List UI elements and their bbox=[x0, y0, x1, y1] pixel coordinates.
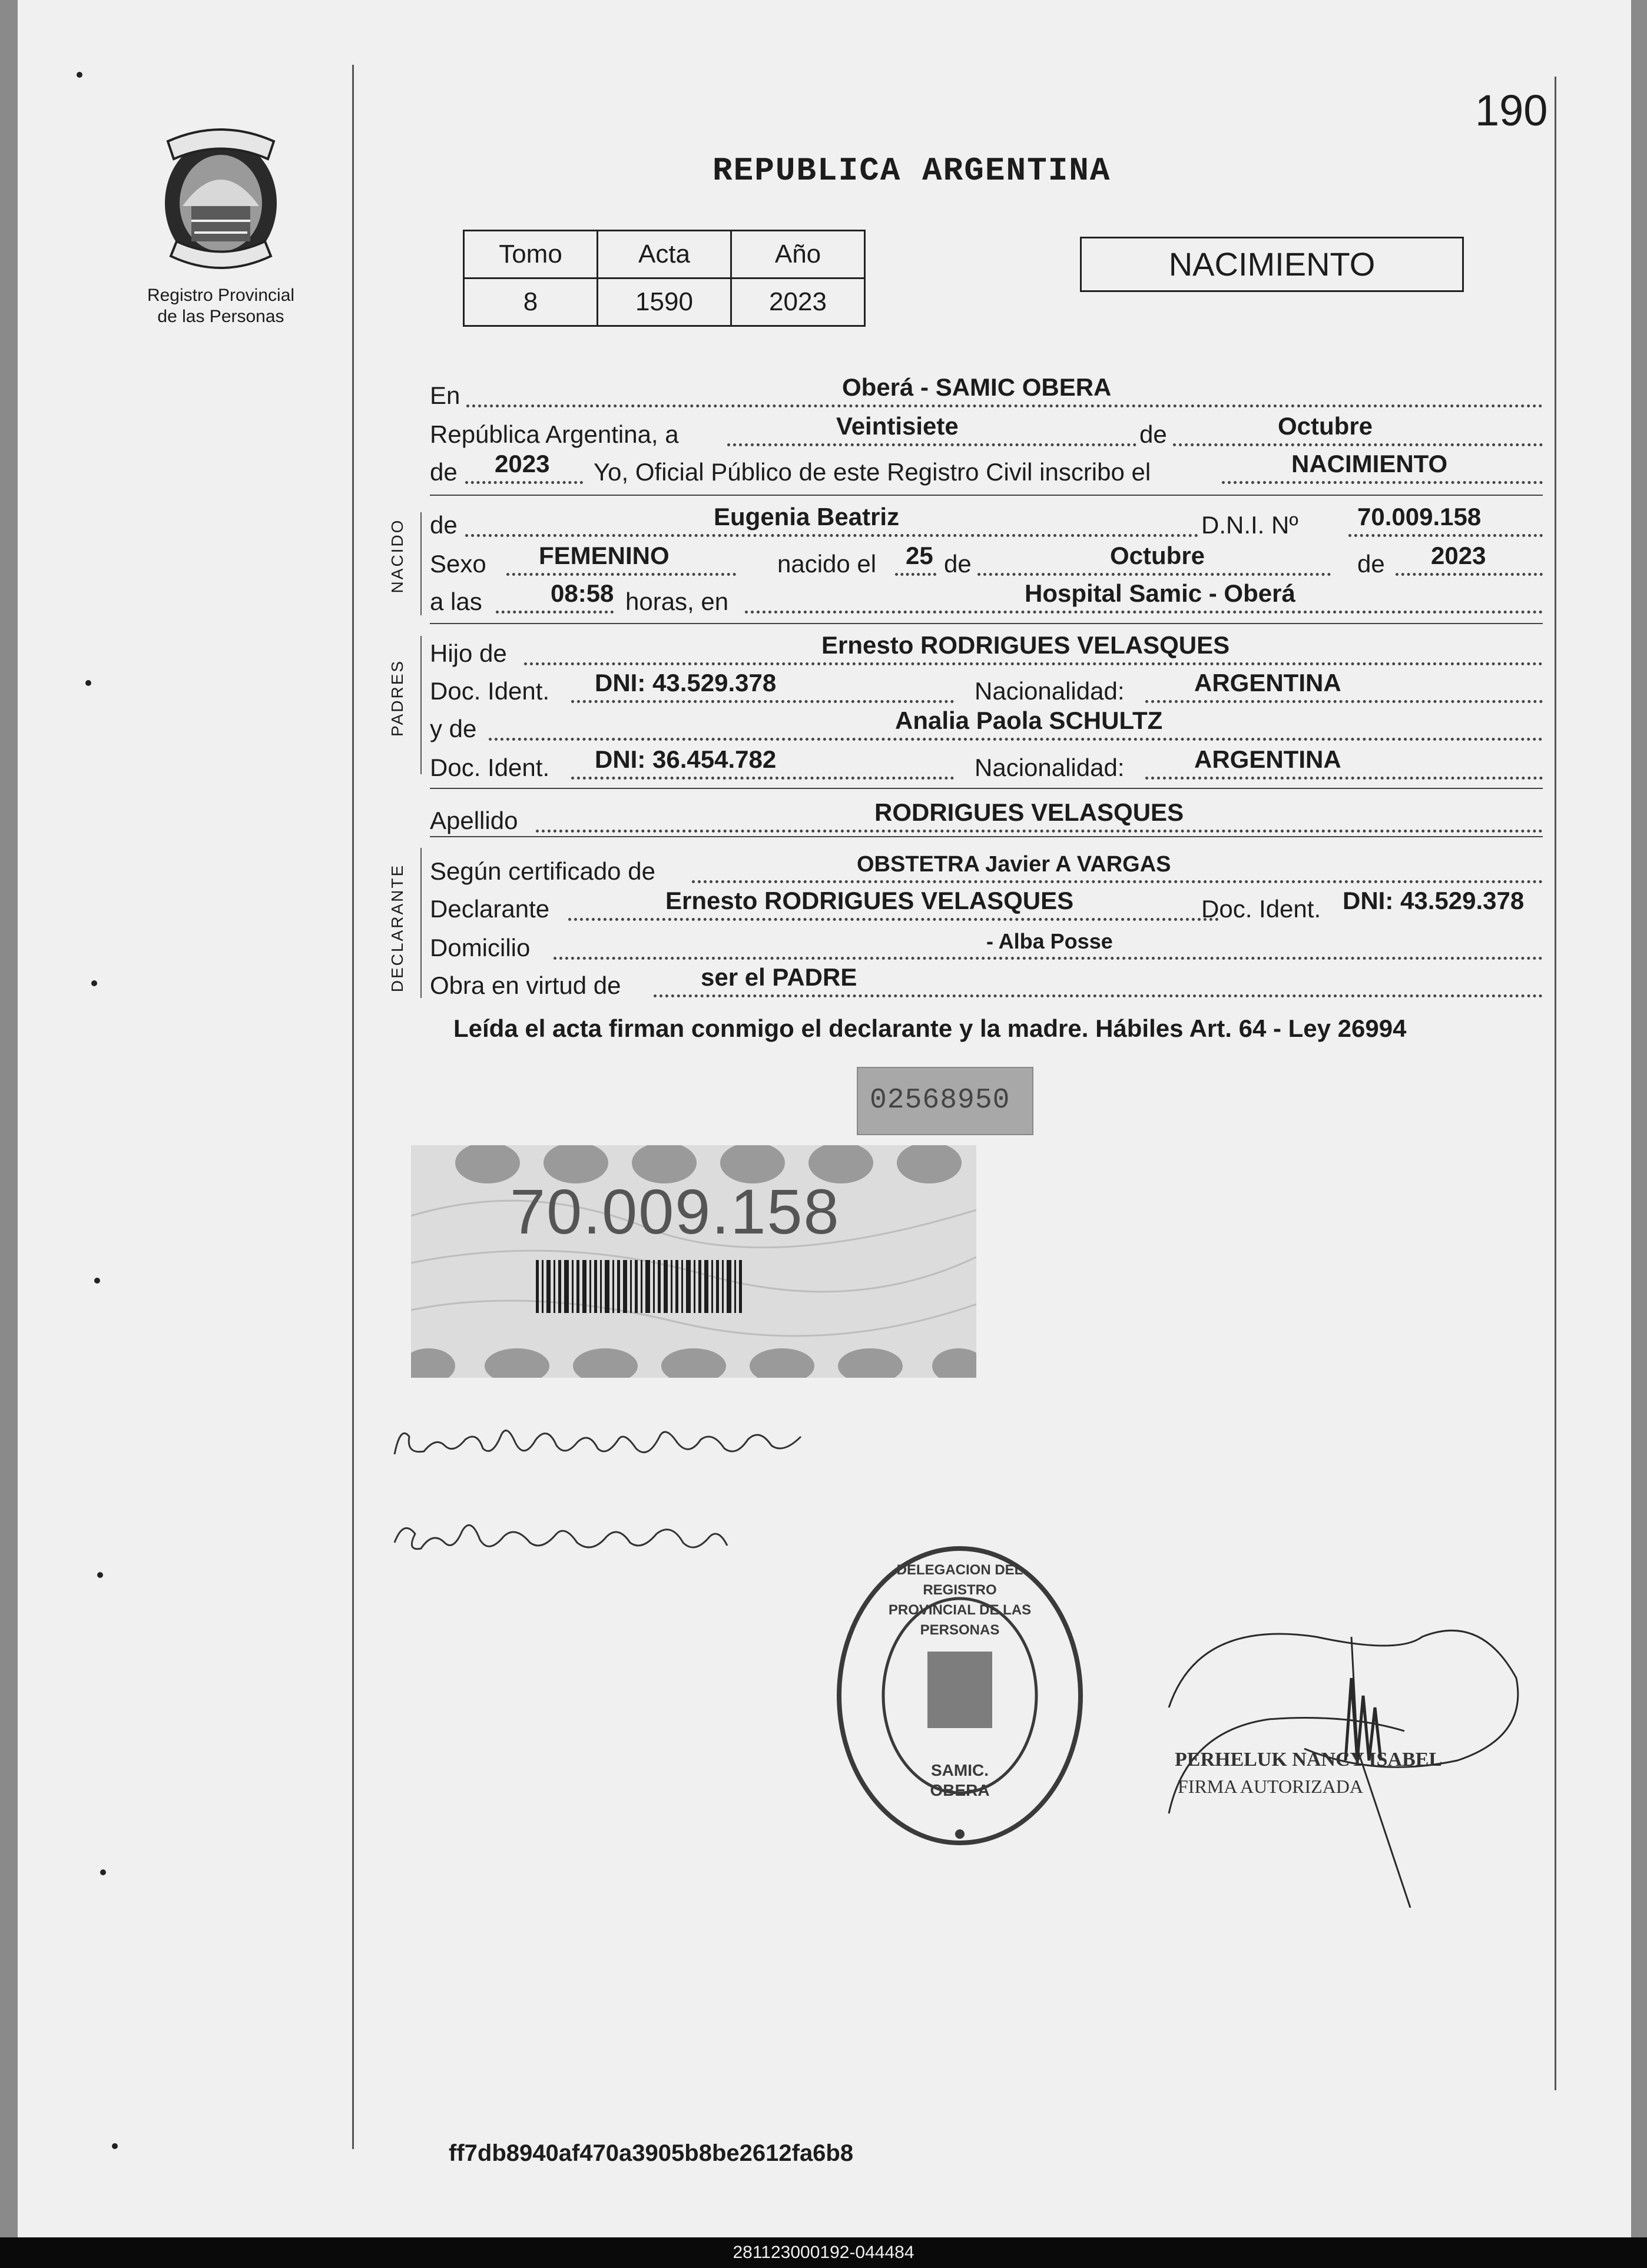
value-anio: 2023 bbox=[495, 450, 550, 478]
dotted-line bbox=[489, 738, 1543, 741]
section-divider bbox=[430, 495, 1543, 496]
value-nac-dia: 25 bbox=[906, 542, 933, 569]
punch-hole bbox=[97, 1572, 103, 1578]
label-apellido: Apellido bbox=[430, 807, 518, 834]
registry-caption-line1: Registro Provincial bbox=[147, 286, 295, 305]
section-bracket bbox=[420, 512, 422, 615]
table-row bbox=[464, 278, 865, 326]
label-republica: República Argentina, a bbox=[430, 420, 679, 448]
value-lugar-nacimiento: Hospital Samic - Oberá bbox=[1025, 579, 1295, 607]
table-cell: 1590 bbox=[598, 278, 731, 326]
value-sexo: FEMENINO bbox=[539, 542, 670, 569]
punch-hole bbox=[85, 680, 91, 686]
dotted-line bbox=[466, 404, 1543, 407]
label-de: de bbox=[1139, 420, 1167, 448]
label-certificado: Según certificado de bbox=[430, 857, 655, 885]
document-hash: ff7db8940af470a3905b8be2612fa6b8 bbox=[449, 2140, 854, 2166]
value-tipo: NACIMIENTO bbox=[1291, 450, 1448, 478]
label-de: de bbox=[430, 511, 458, 539]
left-margin-line bbox=[352, 65, 354, 2149]
section-bracket bbox=[420, 848, 422, 998]
punch-hole bbox=[91, 980, 97, 986]
dotted-line bbox=[465, 481, 583, 484]
row-en bbox=[430, 373, 1543, 412]
dotted-line bbox=[524, 662, 1543, 665]
delegation-stamp bbox=[824, 1537, 1095, 1855]
stamp-center-text: SAMIC. OBERA bbox=[930, 1761, 990, 1799]
label-de: de bbox=[944, 550, 972, 578]
dotted-line bbox=[1173, 443, 1543, 446]
dotted-line bbox=[568, 918, 1219, 921]
punch-hole bbox=[77, 72, 82, 78]
row-certificado bbox=[430, 853, 1543, 888]
official-title: FIRMA AUTORIZADA bbox=[1178, 1776, 1363, 1797]
row-nombre bbox=[430, 503, 1543, 542]
dotted-line bbox=[654, 994, 1543, 997]
page-title: REPUBLICA ARGENTINA bbox=[713, 152, 1111, 190]
dotted-line bbox=[1396, 573, 1543, 576]
section-divider bbox=[430, 623, 1543, 624]
value-nombre: Eugenia Beatriz bbox=[714, 503, 900, 530]
serial-sticker bbox=[857, 1067, 1033, 1135]
value-padre: Ernesto RODRIGUES VELASQUES bbox=[821, 631, 1230, 659]
madre-signature bbox=[389, 1507, 801, 1572]
value-madre: Analia Paola SCHULTZ bbox=[895, 707, 1163, 734]
registry-caption bbox=[130, 285, 312, 327]
value-madre-doc: DNI: 36.454.782 bbox=[595, 745, 777, 773]
label-y-de: y de bbox=[430, 715, 477, 742]
section-label-declarante: DECLARANTE bbox=[388, 863, 406, 993]
table-cell: 2023 bbox=[731, 278, 865, 326]
stamp-ring-text: DELEGACION DEL REGISTRO PROVINCIAL DE LAS PERSONAS bbox=[888, 1562, 1032, 1638]
right-margin-line bbox=[1555, 77, 1556, 2090]
dotted-line bbox=[727, 443, 1136, 446]
value-apellido: RODRIGUES VELASQUES bbox=[874, 798, 1184, 826]
table-header-row bbox=[464, 231, 865, 278]
punch-hole bbox=[112, 2143, 118, 2149]
page-number: 190 bbox=[1475, 86, 1548, 135]
label-hijo-de: Hijo de bbox=[430, 639, 507, 667]
value-madre-nacionalidad: ARGENTINA bbox=[1194, 745, 1341, 773]
dni-sticker bbox=[411, 1145, 976, 1378]
section-label-nacido: NACIDO bbox=[388, 518, 406, 593]
dotted-line bbox=[745, 611, 1543, 614]
value-declarante-doc: DNI: 43.529.378 bbox=[1343, 887, 1525, 914]
dotted-line bbox=[554, 957, 1543, 960]
value-obra: ser el PADRE bbox=[701, 963, 857, 991]
legal-text: Leída el acta firman conmigo el declarante y la madre. Hábiles Art. 64 - Ley 26994 bbox=[453, 1014, 1407, 1042]
value-hora: 08:58 bbox=[551, 579, 614, 607]
row-hijo-de bbox=[430, 631, 1543, 670]
sticker-dni-number: 70.009.158 bbox=[510, 1176, 840, 1247]
value-certificado: OBSTETRA Javier A VARGAS bbox=[857, 852, 1171, 877]
label-dni: D.N.I. Nº bbox=[1201, 511, 1298, 539]
registry-caption-line2: de las Personas bbox=[157, 307, 284, 326]
label-declarante: Declarante bbox=[430, 895, 550, 923]
tomo-acta-table bbox=[463, 230, 866, 327]
dotted-line bbox=[506, 573, 736, 576]
document-sheet bbox=[18, 0, 1631, 2237]
value-dia: Veintisiete bbox=[836, 412, 959, 440]
value-padre-nacionalidad: ARGENTINA bbox=[1194, 669, 1341, 697]
row-y-de bbox=[430, 707, 1543, 745]
section-divider bbox=[430, 836, 1543, 837]
dotted-line bbox=[1348, 534, 1543, 537]
label-de: de bbox=[430, 458, 458, 486]
label-doc-ident: Doc. Ident. bbox=[1201, 895, 1321, 923]
row-fecha-inscripcion bbox=[430, 412, 1543, 451]
row-obra bbox=[430, 963, 1543, 1002]
label-doc-ident: Doc. Ident. bbox=[430, 677, 550, 705]
punch-hole bbox=[94, 1278, 100, 1284]
table-cell: 8 bbox=[464, 278, 598, 326]
value-nac-anio: 2023 bbox=[1431, 542, 1486, 569]
label-horas-en: horas, en bbox=[625, 588, 729, 615]
label-nacionalidad: Nacionalidad: bbox=[975, 754, 1125, 781]
row-madre-doc bbox=[430, 745, 1543, 784]
row-padre-doc bbox=[430, 669, 1543, 708]
act-type-box: NACIMIENTO bbox=[1080, 237, 1464, 292]
row-hora bbox=[430, 579, 1543, 618]
handwritten-signature-icon bbox=[389, 1413, 860, 1478]
official-name: PERHELUK NANCY ISABEL bbox=[1175, 1749, 1443, 1770]
table-header: Tomo bbox=[464, 231, 598, 278]
table-header: Acta bbox=[598, 231, 731, 278]
value-nac-mes: Octubre bbox=[1110, 542, 1205, 569]
value-mes: Octubre bbox=[1278, 412, 1373, 440]
provincial-seal bbox=[150, 118, 291, 283]
value-domicilio: - Alba Posse bbox=[986, 929, 1113, 953]
value-padre-doc: DNI: 43.529.378 bbox=[595, 669, 777, 697]
serial-number: 02568950 bbox=[870, 1085, 1010, 1116]
footer-code: 281123000192-044484 bbox=[0, 2237, 1647, 2268]
label-doc-ident: Doc. Ident. bbox=[430, 754, 550, 781]
table-header: Año bbox=[731, 231, 865, 278]
dotted-line bbox=[496, 611, 614, 614]
dotted-line bbox=[571, 700, 954, 703]
dotted-line bbox=[977, 573, 1331, 576]
label-de: de bbox=[1357, 550, 1385, 578]
label-nacionalidad: Nacionalidad: bbox=[975, 677, 1125, 705]
label-oficial: Yo, Oficial Público de este Registro Civil inscribo el bbox=[594, 458, 1151, 486]
punch-hole bbox=[100, 1869, 106, 1875]
row-sexo bbox=[430, 542, 1543, 581]
dotted-line bbox=[1145, 777, 1543, 780]
label-nacido-el: nacido el bbox=[777, 550, 877, 578]
handwritten-signature-icon bbox=[389, 1507, 801, 1572]
label-domicilio: Domicilio bbox=[430, 934, 531, 961]
row-declarante bbox=[430, 887, 1543, 926]
value-lugar-inscripcion: Oberá - SAMIC OBERA bbox=[842, 373, 1112, 401]
label-en: En bbox=[430, 382, 460, 409]
label-a-las: a las bbox=[430, 588, 482, 615]
dotted-line bbox=[536, 830, 1543, 833]
provincial-seal-icon bbox=[150, 118, 291, 283]
section-bracket bbox=[420, 636, 422, 774]
dotted-line bbox=[571, 777, 954, 780]
dotted-line bbox=[465, 534, 1198, 537]
official-signature bbox=[1151, 1601, 1528, 1919]
dotted-line bbox=[1222, 481, 1543, 484]
value-declarante: Ernesto RODRIGUES VELASQUES bbox=[665, 887, 1074, 914]
section-label-padres: PADRES bbox=[388, 659, 406, 737]
dotted-line bbox=[1145, 700, 1543, 703]
section-divider bbox=[430, 788, 1543, 789]
dotted-line bbox=[895, 573, 936, 576]
row-domicilio bbox=[430, 929, 1543, 964]
row-oficial bbox=[430, 450, 1543, 489]
dotted-line bbox=[692, 880, 1543, 883]
row-apellido bbox=[430, 798, 1543, 837]
value-dni: 70.009.158 bbox=[1357, 503, 1482, 530]
label-obra: Obra en virtud de bbox=[430, 971, 621, 999]
declarante-signature bbox=[389, 1413, 860, 1478]
label-sexo: Sexo bbox=[430, 550, 486, 578]
